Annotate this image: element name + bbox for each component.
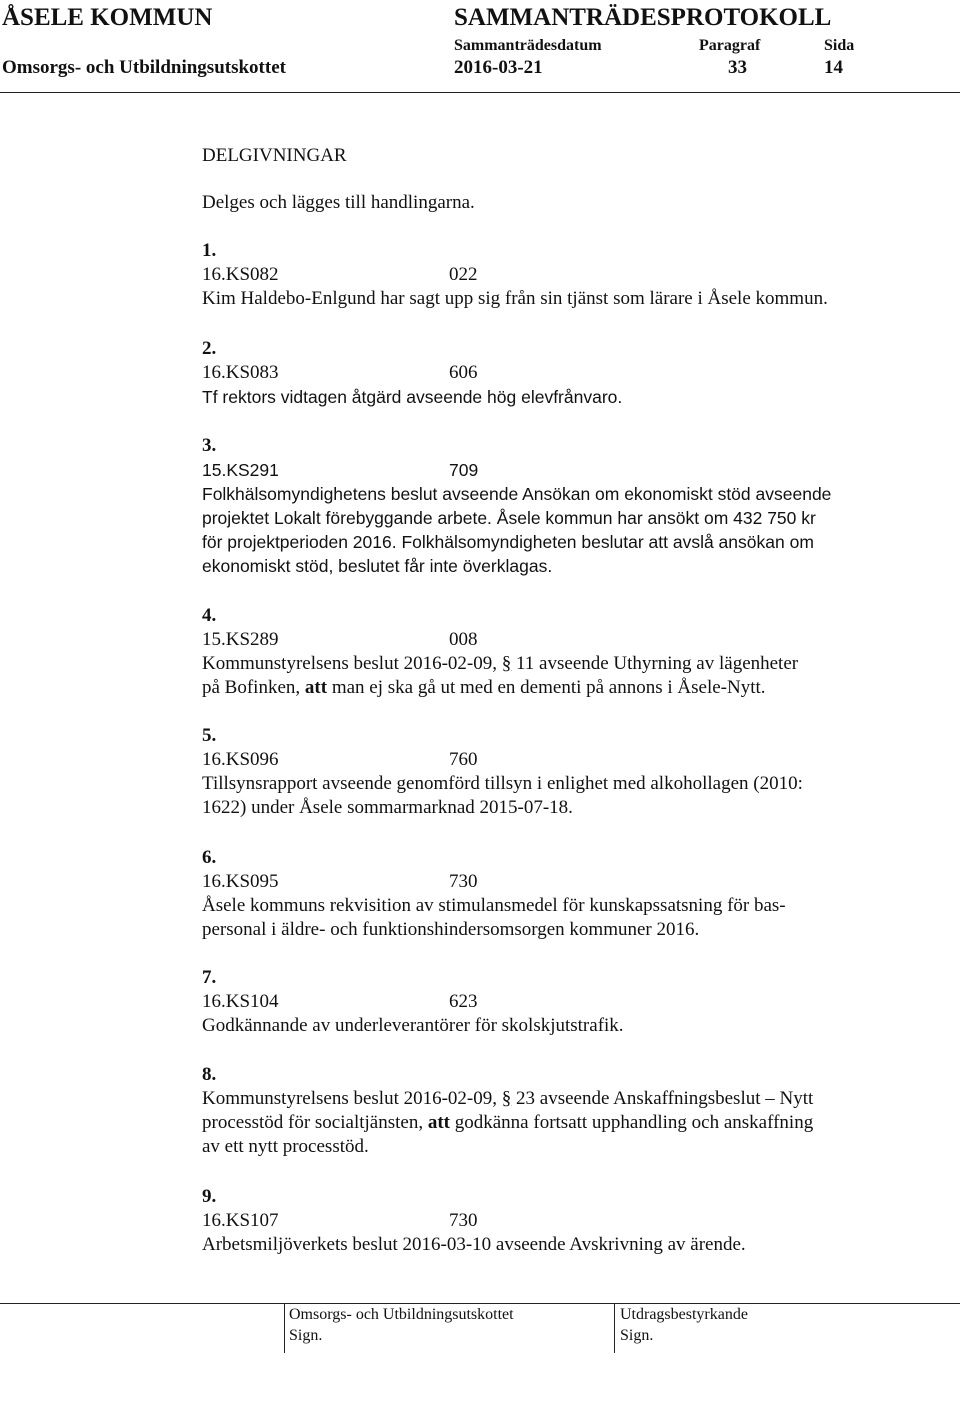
footer-divider	[614, 1303, 615, 1353]
footer-committee: Omsorgs- och Utbildningsutskottet	[289, 1306, 514, 1323]
item-text-line: personal i äldre- och funktionshindersomsorgen kommuner 2016.	[202, 919, 700, 940]
case-ref: 606	[449, 362, 478, 383]
footer-sign-committee: Sign.	[289, 1327, 323, 1344]
footer-divider	[284, 1303, 285, 1353]
case-code: 16.KS096	[202, 749, 279, 770]
case-code: 16.KS082	[202, 264, 279, 285]
item-text-line: Åsele kommuns rekvisition av stimulansmedel för kunskapssatsning för bas-	[202, 895, 786, 916]
municipality-name: ÅSELE KOMMUN	[2, 4, 213, 31]
case-ref: 730	[449, 1210, 478, 1231]
item-text-line: projektet Lokalt förebyggande arbete. Åsele kommun har ansökt om 432 750 kr	[202, 508, 816, 528]
section-intro: Delges och lägges till handlingarna.	[202, 192, 475, 213]
list-item	[202, 846, 786, 942]
date-label: Sammanträdesdatum	[454, 37, 602, 54]
item-text-line: av ett nytt processtöd.	[202, 1136, 369, 1157]
document-type: SAMMANTRÄDESPROTOKOLL	[454, 4, 832, 31]
case-code: 16.KS095	[202, 871, 279, 892]
item-text-line: Tillsynsrapport avseende genomförd tillsyn i enlighet med alkohollagen (2010:	[202, 773, 803, 794]
bold-att: att	[304, 677, 328, 698]
list-item	[202, 724, 803, 820]
case-ref: 623	[449, 991, 478, 1012]
list-item	[202, 434, 831, 578]
item-text-line: processtöd för socialtjänsten, att godkänna fortsatt upphandling och anskaffning	[202, 1112, 814, 1133]
case-ref: 008	[449, 629, 478, 650]
item-text-line: ekonomiskt stöd, beslutet får inte överklagas.	[202, 556, 553, 576]
item-number: 7.	[202, 967, 217, 988]
case-code: 15.KS291	[202, 460, 279, 480]
item-text-line: Godkännande av underleverantörer för skolskjutstrafik.	[202, 1015, 624, 1036]
section-sign: §	[501, 653, 512, 674]
list-item	[202, 604, 798, 700]
section-title: DELGIVNINGAR	[202, 145, 347, 166]
case-ref: 709	[449, 460, 479, 480]
case-code: 16.KS104	[202, 991, 279, 1012]
item-number: 2.	[202, 338, 217, 359]
footer-rule	[0, 1303, 960, 1304]
case-ref: 760	[449, 749, 478, 770]
bold-att: att	[427, 1112, 450, 1133]
item-text-line: 1622) under Åsele sommarmarknad 2015-07-18.	[202, 797, 573, 818]
list-item	[202, 1185, 746, 1257]
committee-name: Omsorgs- och Utbildningsutskottet	[2, 57, 286, 78]
case-code: 15.KS289	[202, 629, 279, 650]
header-rule	[0, 92, 960, 93]
case-code: 16.KS083	[202, 362, 279, 383]
item-text: Tf rektors vidtagen åtgärd avseende hög elevfrånvaro.	[202, 387, 623, 407]
paragraph-label: Paragraf	[699, 37, 761, 54]
item-number: 5.	[202, 725, 217, 746]
list-item	[202, 966, 624, 1038]
item-text-line: Folkhälsomyndighetens beslut avseende Ansökan om ekonomiskt stöd avseende	[202, 484, 832, 504]
meeting-date: 2016-03-21	[454, 57, 543, 78]
item-number: 4.	[202, 605, 217, 626]
list-item	[202, 1063, 813, 1159]
list-item	[202, 337, 622, 409]
list-item	[202, 239, 828, 311]
section-sign: §	[501, 1088, 512, 1109]
item-text-line: Kommunstyrelsens beslut 2016-02-09, § 11 avseende Uthyrning av lägenheter	[202, 653, 799, 674]
page-label: Sida	[824, 37, 855, 54]
case-ref: 730	[449, 871, 478, 892]
page-number: 14	[824, 57, 843, 78]
paragraph-number: 33	[728, 57, 747, 78]
case-ref: 022	[449, 264, 478, 285]
item-text-line: Kommunstyrelsens beslut 2016-02-09, § 23 avseende Anskaffningsbeslut – Nytt	[202, 1088, 814, 1109]
item-number: 9.	[202, 1186, 217, 1207]
item-text-line: Arbetsmiljöverkets beslut 2016-03-10 avseende Avskrivning av ärende.	[202, 1234, 746, 1255]
item-text-line: för projektperioden 2016. Folkhälsomyndigheten beslutar att avslå ansökan om	[202, 532, 814, 552]
item-number: 3.	[202, 435, 217, 456]
case-code: 16.KS107	[202, 1210, 279, 1231]
item-number: 6.	[202, 847, 217, 868]
item-number: 1.	[202, 240, 217, 261]
footer-sign-certifier: Sign.	[620, 1327, 654, 1344]
footer-certifier: Utdragsbestyrkande	[620, 1306, 748, 1323]
item-text-line: på Bofinken, att man ej ska gå ut med en dementi på annons i Åsele-Nytt.	[202, 677, 766, 698]
item-text: Kim Haldebo-Enlgund har sagt upp sig från sin tjänst som lärare i Åsele kommun.	[202, 288, 828, 309]
item-number: 8.	[202, 1064, 217, 1085]
